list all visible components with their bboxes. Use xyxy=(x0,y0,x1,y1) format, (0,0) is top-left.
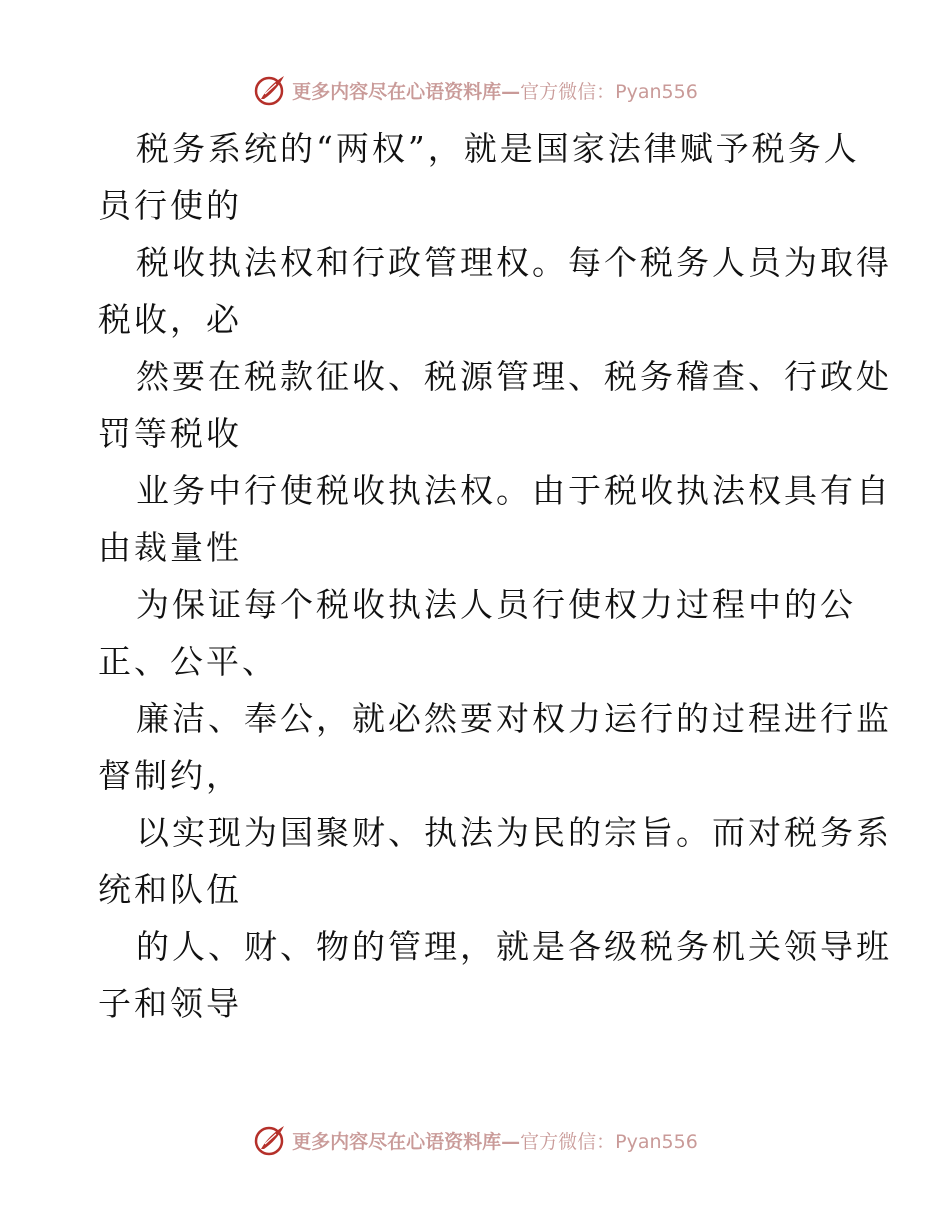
text-line: 以实现为国聚财、执法为民的宗旨。而对税务系 xyxy=(136,813,892,852)
text-line: 由裁量性 xyxy=(98,528,242,567)
text-line: 税收执法权和行政管理权。每个税务人员为取得 xyxy=(136,243,892,282)
document-body xyxy=(98,120,892,1032)
text-line: 员行使的 xyxy=(98,186,242,225)
text-line: 统和队伍 xyxy=(98,870,242,909)
watermark-contact: 官方微信：Pyan556 xyxy=(520,1130,698,1153)
header-watermark xyxy=(0,70,950,110)
text-line: 然要在税款征收、税源管理、税务稽查、行政处 xyxy=(136,357,892,396)
watermark-text: 更多内容尽在心语资料库— xyxy=(292,80,521,103)
text-line: 业务中行使税收执法权。由于税收执法权具有自 xyxy=(136,471,892,510)
text-line: 税务系统的“两权”，就是国家法律赋予税务人 xyxy=(136,129,860,168)
text-line: 督制约， xyxy=(98,756,242,795)
text-line: 的人、财、物的管理，就是各级税务机关领导班 xyxy=(136,927,892,966)
footer-watermark xyxy=(0,1120,950,1160)
watermark-contact: 官方微信：Pyan556 xyxy=(520,80,698,103)
quill-logo-icon xyxy=(252,72,288,108)
text-line: 罚等税收 xyxy=(98,414,242,453)
quill-logo-icon xyxy=(252,1122,288,1158)
text-line: 正、公平、 xyxy=(98,642,278,681)
text-line: 子和领导 xyxy=(98,984,242,1023)
text-line: 廉洁、奉公，就必然要对权力运行的过程进行监 xyxy=(136,699,892,738)
watermark-text: 更多内容尽在心语资料库— xyxy=(292,1130,521,1153)
text-line: 为保证每个税收执法人员行使权力过程中的公 xyxy=(136,585,856,624)
text-line: 税收，必 xyxy=(98,300,242,339)
